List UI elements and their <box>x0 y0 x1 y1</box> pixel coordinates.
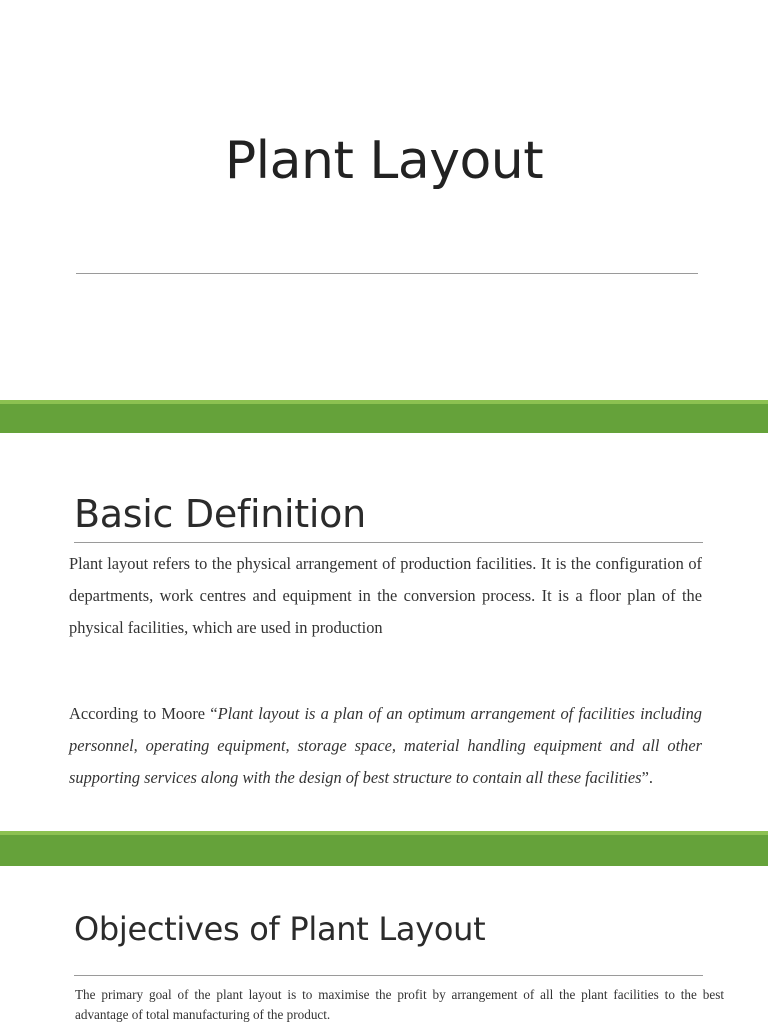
slide-title <box>0 0 768 400</box>
moore-quote-text: Plant layout is a plan of an optimum arrangement of facilities including personnel, operating equipment, storage space, material handling equipment and all other supporting services along with the design of best structure to contain all these facilities <box>69 704 702 787</box>
objectives-heading: Objectives of Plant Layout <box>74 910 486 948</box>
title-divider-line <box>76 273 698 274</box>
moore-quote-lead: According to Moore “ <box>69 704 218 723</box>
objectives-paragraph: The primary goal of the plant layout is to maximise the profit by arrangement of all the plant facilities to the best advantage of total manufacturing of the product. <box>75 987 724 1022</box>
definition-paragraph: Plant layout refers to the physical arrangement of production facilities. It is the configuration of departments, work centres and equipment in the conversion process. It is a floor plan of the physical facilities, which are used in production <box>69 554 702 637</box>
moore-quote-tail: ”. <box>641 768 653 787</box>
objectives-underline <box>74 975 703 976</box>
basic-definition-heading: Basic Definition <box>74 492 366 536</box>
moore-quote-paragraph <box>69 698 702 794</box>
basic-definition-underline <box>74 542 703 543</box>
slide-title-text: Plant Layout <box>224 131 544 191</box>
slide-separator-band <box>0 831 768 866</box>
slide-separator-highlight <box>0 831 768 835</box>
slide-separator-band <box>0 400 768 433</box>
slide-separator-highlight <box>0 400 768 404</box>
